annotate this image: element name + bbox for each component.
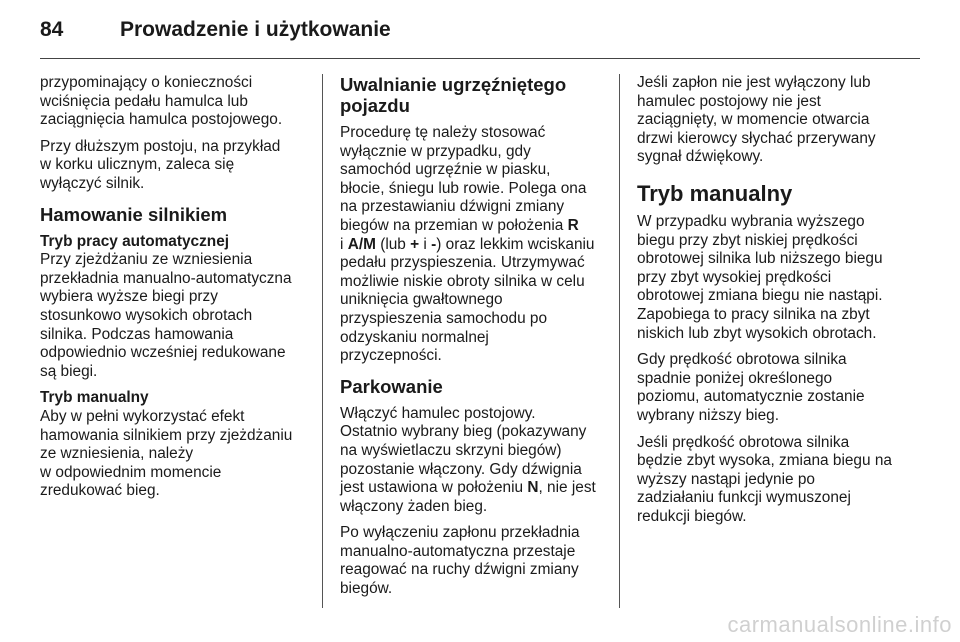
text-line: błocie, śniegu lub rowie. Polega ona <box>340 179 587 197</box>
text-line: przyspieszenia samochodu po <box>340 309 548 327</box>
text-line: pozostanie włączony. Gdy dźwignia <box>340 460 582 478</box>
text-line: wybiera wyższe biegi przy <box>40 288 218 306</box>
section-heading-manual-mode: Tryb manualny <box>637 180 793 206</box>
column-divider-1 <box>322 74 323 608</box>
subheading-manual-mode: Tryb manualny <box>40 389 149 407</box>
text-fragment: jest ustawiona w położeniu <box>340 479 528 497</box>
gear-minus-symbol: - <box>431 235 437 253</box>
text-line: obrotowej zmiana biegu nie nastąpi. <box>637 287 883 305</box>
text-line: wyłączyć silnik. <box>40 174 145 192</box>
text-fragment: i <box>340 235 348 253</box>
text-line: w odpowiednim momencie <box>40 463 222 481</box>
text-line: wybrany niższy bieg. <box>637 406 779 424</box>
paragraph <box>340 524 612 598</box>
page-title: Prowadzenie i użytkowanie <box>120 18 391 41</box>
text-line: zaciągnięcia hamulca postojowego. <box>40 111 283 129</box>
page-number: 84 <box>40 18 64 41</box>
text-fragment: ) oraz lekkim wciskaniu <box>436 235 595 253</box>
text-line: silnika. Podczas hamowania <box>40 325 234 343</box>
heading-line: pojazdu <box>340 95 410 116</box>
text-line: spadnie poniżej określonego <box>637 369 833 387</box>
text-line: hamowania silnikiem przy zjeżdżaniu <box>40 426 293 444</box>
text-line: przypominający o konieczności <box>40 74 253 91</box>
heading-line: Uwalnianie ugrzęźniętego <box>340 74 567 95</box>
gear-position-am: A/M <box>347 235 376 253</box>
paragraph <box>40 138 312 194</box>
section-heading-engine-braking: Hamowanie silnikiem <box>40 203 228 225</box>
text-line: są biegi. <box>40 362 98 380</box>
text-line: wyłącznie w przypadku, gdy <box>340 142 531 160</box>
text-line: Przy dłuższym postoju, na przykład <box>40 137 281 155</box>
text-line: biegów. <box>340 580 393 598</box>
text-line: drzwi kierowcy słychać przerywany <box>637 129 876 147</box>
section-heading-freeing-stuck-vehicle <box>340 74 612 116</box>
text-line: możliwie niskie obroty silnika w celu <box>340 272 585 290</box>
column-left <box>40 74 312 509</box>
text-line: niskich lub zbyt wysokich obrotach. <box>637 324 877 342</box>
paragraph <box>637 434 920 527</box>
paragraph <box>637 213 920 343</box>
text-line: Przy zjeżdżaniu ze wzniesienia <box>40 251 253 269</box>
watermark: carmanualsonline.info <box>727 612 952 637</box>
text-fragment: biegów na przemian w położenia <box>340 216 568 234</box>
text-line: samochód ugrzęźnie w piasku, <box>340 161 551 179</box>
paragraph <box>40 408 312 501</box>
gear-position-n: N <box>527 479 539 497</box>
text-line: hamulec postojowy nie jest <box>637 92 821 110</box>
paragraph <box>637 351 920 425</box>
text-line: na wyświetlaczu skrzyni biegów) <box>340 441 562 459</box>
text-line: reagować na ruchy dźwigni zmiany <box>340 561 579 579</box>
text-line: manualno-automatyczna przestaje <box>340 542 576 560</box>
text-line: Jeśli zapłon nie jest wyłączony lub <box>637 74 871 91</box>
text-line: poziomu, automatycznie zostanie <box>637 388 865 406</box>
column-right <box>637 74 920 534</box>
text-line: redukcji biegów. <box>637 507 747 525</box>
paragraph <box>40 74 312 130</box>
text-line: włączony żaden bieg. <box>340 497 488 515</box>
paragraph <box>340 405 612 517</box>
text-line: Zapobiega to pracy silnika na zbyt <box>637 305 870 323</box>
text-line: będzie zbyt wysoka, zmiana biegu na <box>637 452 892 470</box>
text-line <box>340 217 612 236</box>
text-line: Procedurę tę należy stosować <box>340 124 546 141</box>
text-line: przyczepności. <box>340 347 442 365</box>
text-line: W przypadku wybrania wyższego <box>637 212 865 230</box>
text-line: Po wyłączeniu zapłonu przekładnia <box>340 524 580 542</box>
column-divider-2 <box>619 74 620 608</box>
text-line: wciśnięcia pedału hamulca lub <box>40 92 248 110</box>
text-line: odzyskaniu normalnej <box>340 328 489 346</box>
text-line: Aby w pełni wykorzystać efekt <box>40 407 245 425</box>
text-line: wyższy nastąpi jedynie po <box>637 470 815 488</box>
gear-plus-symbol: + <box>410 235 420 253</box>
text-line: sygnał dźwiękowy. <box>637 148 764 166</box>
paragraph <box>40 251 312 381</box>
text-line: biegu przy zbyt niskiej prędkości <box>637 231 858 249</box>
text-line: przekładnia manualno-automatyczna <box>40 269 292 287</box>
text-line: zredukować bieg. <box>40 482 160 500</box>
column-middle <box>340 74 612 607</box>
text-fragment: i <box>419 235 432 253</box>
text-line: stosunkowo wysokich obrotach <box>40 306 253 324</box>
text-fragment: , nie jest <box>538 479 596 497</box>
text-fragment: (lub <box>375 235 411 253</box>
text-line: Włączyć hamulec postojowy. <box>340 404 536 422</box>
text-line: w korku ulicznym, zaleca się <box>40 156 235 174</box>
text-line: Ostatnio wybrany bieg (pokazywany <box>340 423 587 441</box>
text-line: uniknięcia gwałtownego <box>340 291 503 309</box>
paragraph <box>340 124 612 366</box>
text-line: zaciągnięty, w momencie otwarcia <box>637 111 870 129</box>
header-divider <box>40 58 920 59</box>
text-line: ze wzniesienia, należy <box>40 445 194 463</box>
section-heading-parking: Parkowanie <box>340 375 443 397</box>
text-line: obrotowej silnika lub niższego biegu <box>637 250 883 268</box>
text-line: na przestawianiu dźwigni zmiany <box>340 198 565 216</box>
text-line: przy zbyt wysokiej prędkości <box>637 268 832 286</box>
text-line: odpowiednio wcześniej redukowane <box>40 344 286 362</box>
paragraph <box>637 74 920 167</box>
page-header <box>40 18 920 58</box>
subheading-automatic-mode: Tryb pracy automatycznej <box>40 232 230 250</box>
text-line: pedału przyspieszenia. Utrzymywać <box>340 254 585 272</box>
text-line: Gdy prędkość obrotowa silnika <box>637 351 847 369</box>
text-line: Jeśli prędkość obrotowa silnika <box>637 433 850 451</box>
text-line <box>340 236 612 255</box>
gear-position-r: R <box>567 216 579 234</box>
text-line: zadziałaniu funkcji wymuszonej <box>637 489 851 507</box>
text-line <box>340 479 612 498</box>
